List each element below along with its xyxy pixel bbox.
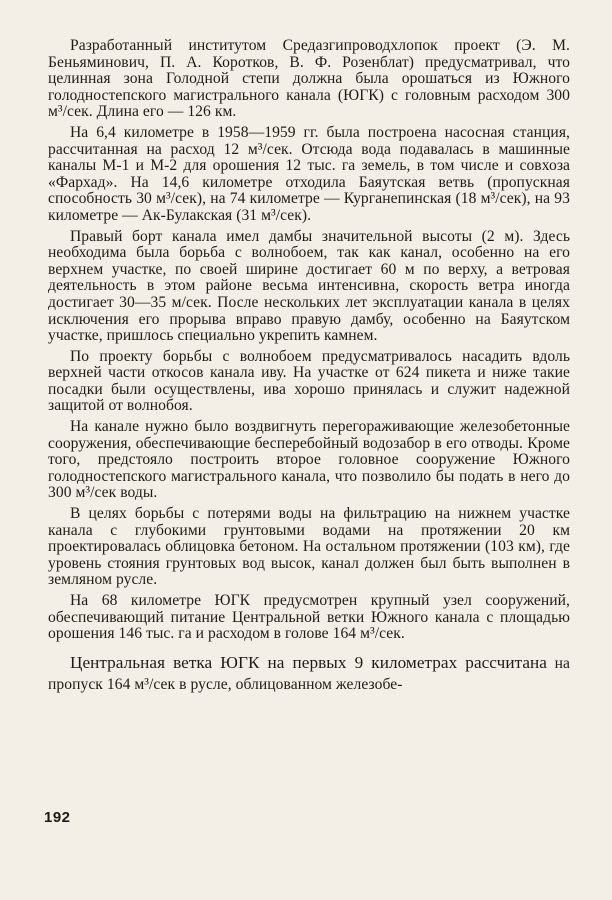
paragraph-4: По проекту борьбы с волнобоем предусматривалось насадить вдоль верхней части откосов канала иву. На участке от 624 пикета и ниже такие посадки были осуществлены, ива хорошо принялась и служит надежной защитой от волнобоя. <box>48 347 570 415</box>
paragraph-8-rest: на пропуск 164 м³/сек в русле, облицованном железобе- <box>48 654 570 694</box>
paragraph-5: На канале нужно было воздвигнуть перегораживающие железобетонные сооружения, обеспечивающие бесперебойный водозабор в его отводы. Кроме того, предстояло построить второе головное сооружение Южного голодностепского магистрального канала, что позволило бы подать в него до 300 м³/сек воды. <box>48 418 570 502</box>
paragraph-1: Разработанный институтом Средазгипроводхлопок проект (Э. М. Беньяминович, П. А. Коротков, В. Ф. Розенблат) предусматривал, что целинная зона Голодной степи должна была орошаться из Южного голодностепского магистрального канала (ЮГК) с головным расходом 300 м³/сек. Длина его — 126 км. <box>48 37 570 121</box>
page-number: 192 <box>44 809 71 826</box>
paragraph-7: На 68 километре ЮГК предусмотрен крупный узел сооружений, обеспечивающий питание Центральной ветки Южного канала с площадью орошения 146 тыс. га и расходом в голове 164 м³/сек. <box>48 592 570 643</box>
paragraph-8-lead: Центральная ветка ЮГК на первых 9 километрах рассчитана <box>70 652 547 672</box>
body-text <box>48 38 570 696</box>
paragraph-3: Правый борт канала имел дамбы значительной высоты (2 м). Здесь необходима была борьба с волнобоем, так как канал, особенно на его верхнем участке, по своей ширине достигает 60 м по верху, а ветровая деятельность в этом районе весьма интенсивна, скорость ветра иногда достигает 30—35 м/сек. После нескольких лет эксплуатации канала в целях исключения его прорыва вправо правую дамбу, особенно на Баяутском участке, пришлось специально укрепить камнем. <box>48 227 570 345</box>
paragraph-6: В целях борьбы с потерями воды на фильтрацию на нижнем участке канала с глубокими грунтовыми водами на протяжении 20 км проектировалась облицовка бетоном. На остальном протяжении (103 км), где уровень стояния грунтовых вод высок, канал должен был быть выполнен в земляном русле. <box>48 505 570 589</box>
paragraph-8 <box>48 653 570 696</box>
paragraph-2: На 6,4 километре в 1958—1959 гг. была построена насосная станция, рассчитанная на расход 12 м³/сек. Отсюда вода подавалась в машинные каналы М-1 и М-2 для орошения 12 тыс. га земель, в том числе и совхоза «Фархад». На 14,6 километре отходила Баяутская ветвь (пропускная способность 30 м³/сек), на 74 километре — Курганепинская (18 м³/сек), на 93 километре — Ак-Булакская (31 м³/сек). <box>48 123 570 224</box>
